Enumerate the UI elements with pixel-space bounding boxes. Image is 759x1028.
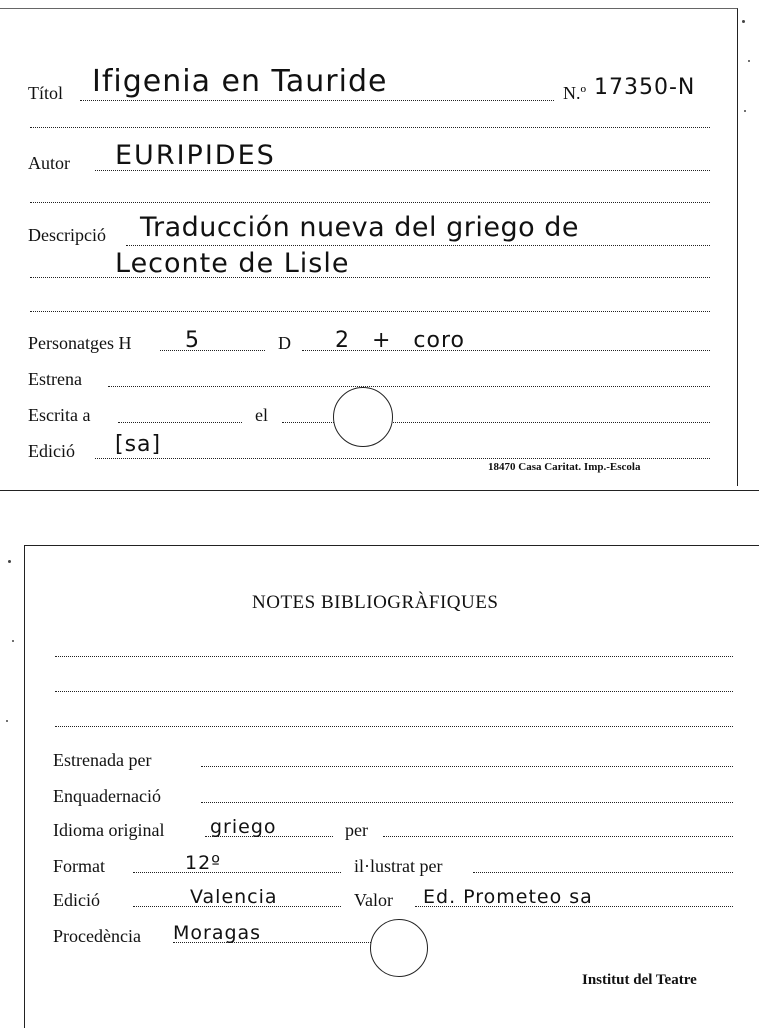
- scan-speck: [748, 60, 750, 62]
- format-label: Format: [53, 856, 105, 876]
- el-label: el: [255, 405, 268, 425]
- catalog-card-back: [24, 545, 759, 1028]
- format-value: 12º: [185, 852, 222, 874]
- edicio-line: [95, 458, 710, 459]
- blank-line: [30, 127, 710, 128]
- estrena-line: [108, 386, 710, 387]
- valor-label: Valor: [354, 890, 393, 910]
- titol-label: Títol: [28, 83, 63, 103]
- escrita-line: [118, 422, 242, 423]
- descripcio-line2: Leconte de Lisle: [115, 248, 350, 279]
- punch-hole: [370, 919, 428, 977]
- personatges-h-line: [160, 350, 265, 351]
- procedencia-value: Moragas: [173, 922, 262, 944]
- idioma-value: griego: [210, 816, 277, 838]
- scan-speck: [6, 720, 8, 722]
- valor-value: Ed. Prometeo sa: [423, 886, 593, 908]
- il-lustrat-label: il·lustrat per: [354, 856, 443, 876]
- personatges-h-value: 5: [185, 328, 200, 353]
- titol-value: Ifigenia en Tauride: [92, 64, 388, 99]
- blank-line: [55, 691, 733, 692]
- format-line: [133, 872, 341, 873]
- enquadernacio-line: [201, 802, 733, 803]
- descripcio-line1: Traducción nueva del griego de: [140, 212, 579, 243]
- scan-speck: [742, 20, 745, 23]
- idioma-label: Idioma original: [53, 820, 165, 840]
- autor-label: Autor: [28, 153, 70, 173]
- il-lustrat-line: [473, 872, 733, 873]
- blank-line: [30, 311, 710, 312]
- scan-speck: [744, 110, 746, 112]
- blank-line: [30, 202, 710, 203]
- personatges-label: Personatges H: [28, 333, 132, 353]
- descripcio-label: Descripció: [28, 225, 106, 245]
- edicio-label: Edició: [28, 441, 75, 461]
- numero-label: N.º: [563, 83, 587, 103]
- enquadernacio-label: Enquadernació: [53, 786, 161, 806]
- punch-hole: [333, 387, 393, 447]
- edicio-back-label: Edició: [53, 890, 100, 910]
- edicio-back-value: Valencia: [190, 886, 278, 908]
- estrena-label: Estrena: [28, 369, 82, 389]
- scan-speck: [12, 640, 14, 642]
- blank-line: [55, 656, 733, 657]
- estrenada-line: [201, 766, 733, 767]
- per-label: per: [345, 820, 368, 840]
- card-separator: [0, 490, 759, 491]
- estrenada-label: Estrenada per: [53, 750, 152, 770]
- descripcio-line: [126, 245, 710, 246]
- escrita-label: Escrita a: [28, 405, 91, 425]
- scan-speck: [8, 560, 11, 563]
- procedencia-label: Procedència: [53, 926, 141, 946]
- institution-mark: Institut del Teatre: [582, 972, 697, 988]
- autor-value: EURIPIDES: [115, 140, 276, 171]
- blank-line: [55, 726, 733, 727]
- numero-value: 17350-N: [594, 75, 696, 100]
- edicio-value: [sa]: [115, 432, 162, 457]
- printer-mark: 18470 Casa Caritat. Imp.-Escola: [488, 461, 641, 473]
- notes-heading: NOTES BIBLIOGRÀFIQUES: [252, 592, 499, 613]
- personatges-d-label: D: [278, 333, 291, 353]
- personatges-d-value: 2 + coro: [335, 328, 465, 353]
- titol-line: [80, 100, 554, 101]
- per-line: [383, 836, 733, 837]
- catalog-card-front: [0, 8, 738, 486]
